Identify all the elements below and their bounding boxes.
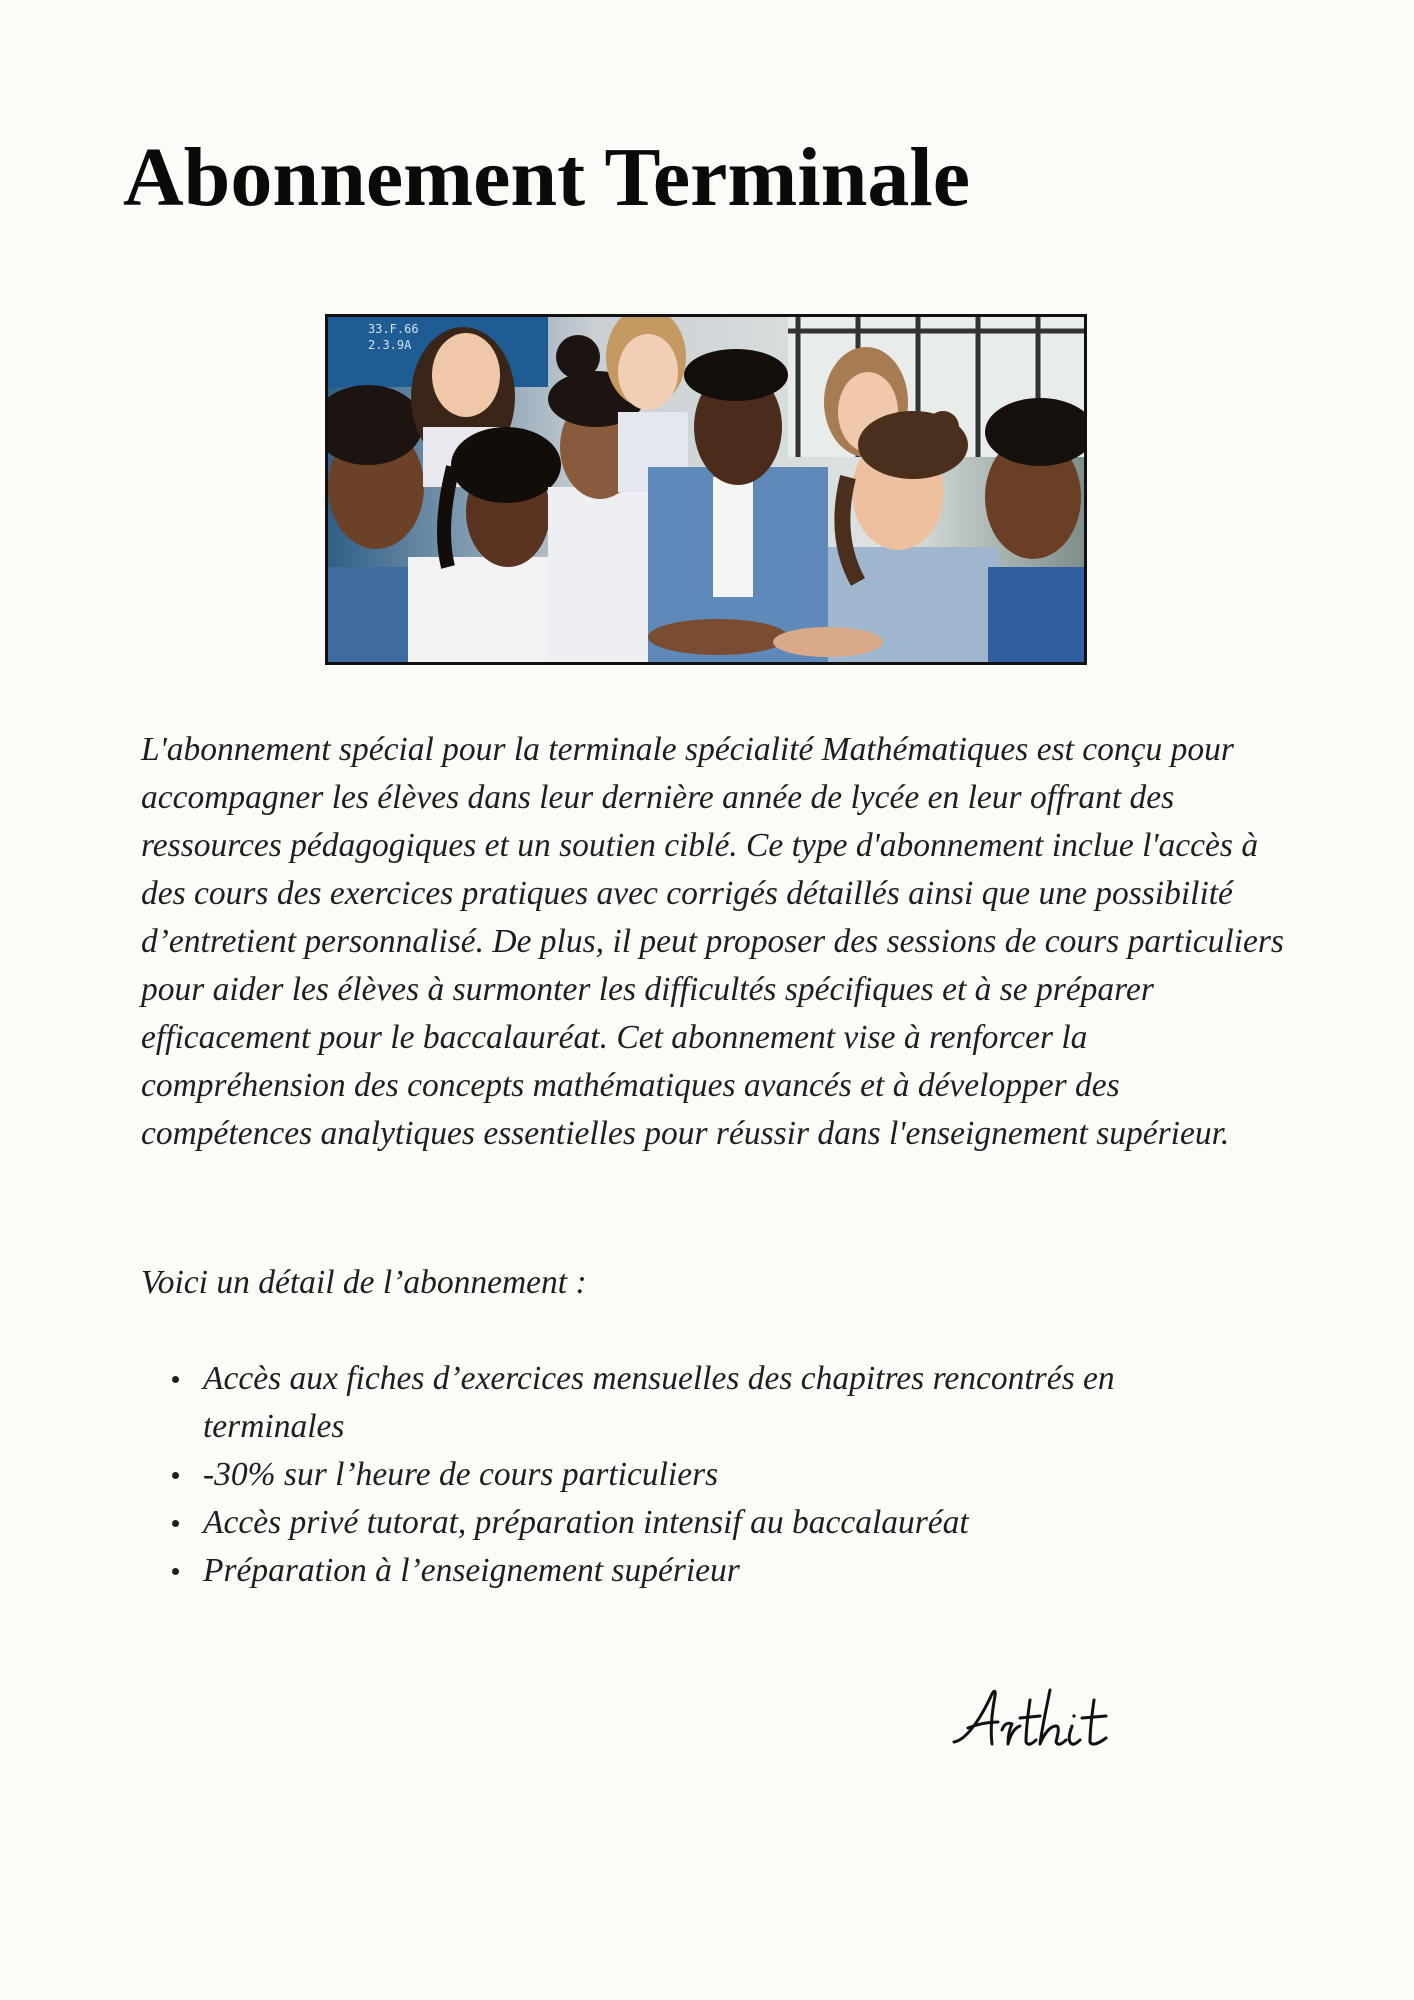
- feature-text: -30% sur l’heure de cours particuliers: [203, 1456, 719, 1493]
- feature-text: Accès privé tutorat, préparation intensif au baccalauréat: [203, 1504, 969, 1541]
- page-title: Abonnement Terminale: [123, 131, 971, 224]
- board-text-2: 2.3.9A: [368, 338, 412, 352]
- handwritten-signature-icon: [946, 1680, 1126, 1760]
- bullet-icon: [172, 1568, 179, 1575]
- details-intro: Voici un détail de l’abonnement :: [141, 1264, 587, 1301]
- list-item: [203, 1355, 1261, 1451]
- board-text-1: 33.F.66: [368, 322, 419, 336]
- signature: [946, 1680, 1126, 1760]
- bullet-icon: [172, 1376, 179, 1383]
- description-paragraph: L'abonnement spécial pour la terminale spécialité Mathématiques est conçu pour accompagner les élèves dans leur dernière année de lycée en leur offrant des ressources pédagogiques et un soutien ciblé. Ce type d'abonnement inclue l'accès à des cours des exercices pratiques avec corrigés détaillés ainsi que une possibilité d’entretient personnalisé. De plus, il peut proposer des sessions de cours particuliers pour aider les élèves à surmonter les difficultés spécifiques et à se préparer efficacement pour le baccalauréat. Cet abonnement vise à renforcer la compréhension des concepts mathématiques avancés et à développer des compétences analytiques essentielles pour réussir dans l'enseignement supérieur.: [141, 731, 1284, 1152]
- list-item: [203, 1499, 1261, 1547]
- feature-text: Préparation à l’enseignement supérieur: [203, 1552, 740, 1589]
- features-list: [141, 1355, 1261, 1595]
- bullet-icon: [172, 1472, 179, 1479]
- feature-text: Accès aux fiches d’exercices mensuelles des chapitres rencontrés en terminales: [203, 1360, 1115, 1445]
- list-item: [203, 1547, 1261, 1595]
- bullet-icon: [172, 1520, 179, 1527]
- list-item: [203, 1451, 1261, 1499]
- students-photo: [325, 314, 1087, 665]
- students-group-photo-icon: [328, 317, 1084, 662]
